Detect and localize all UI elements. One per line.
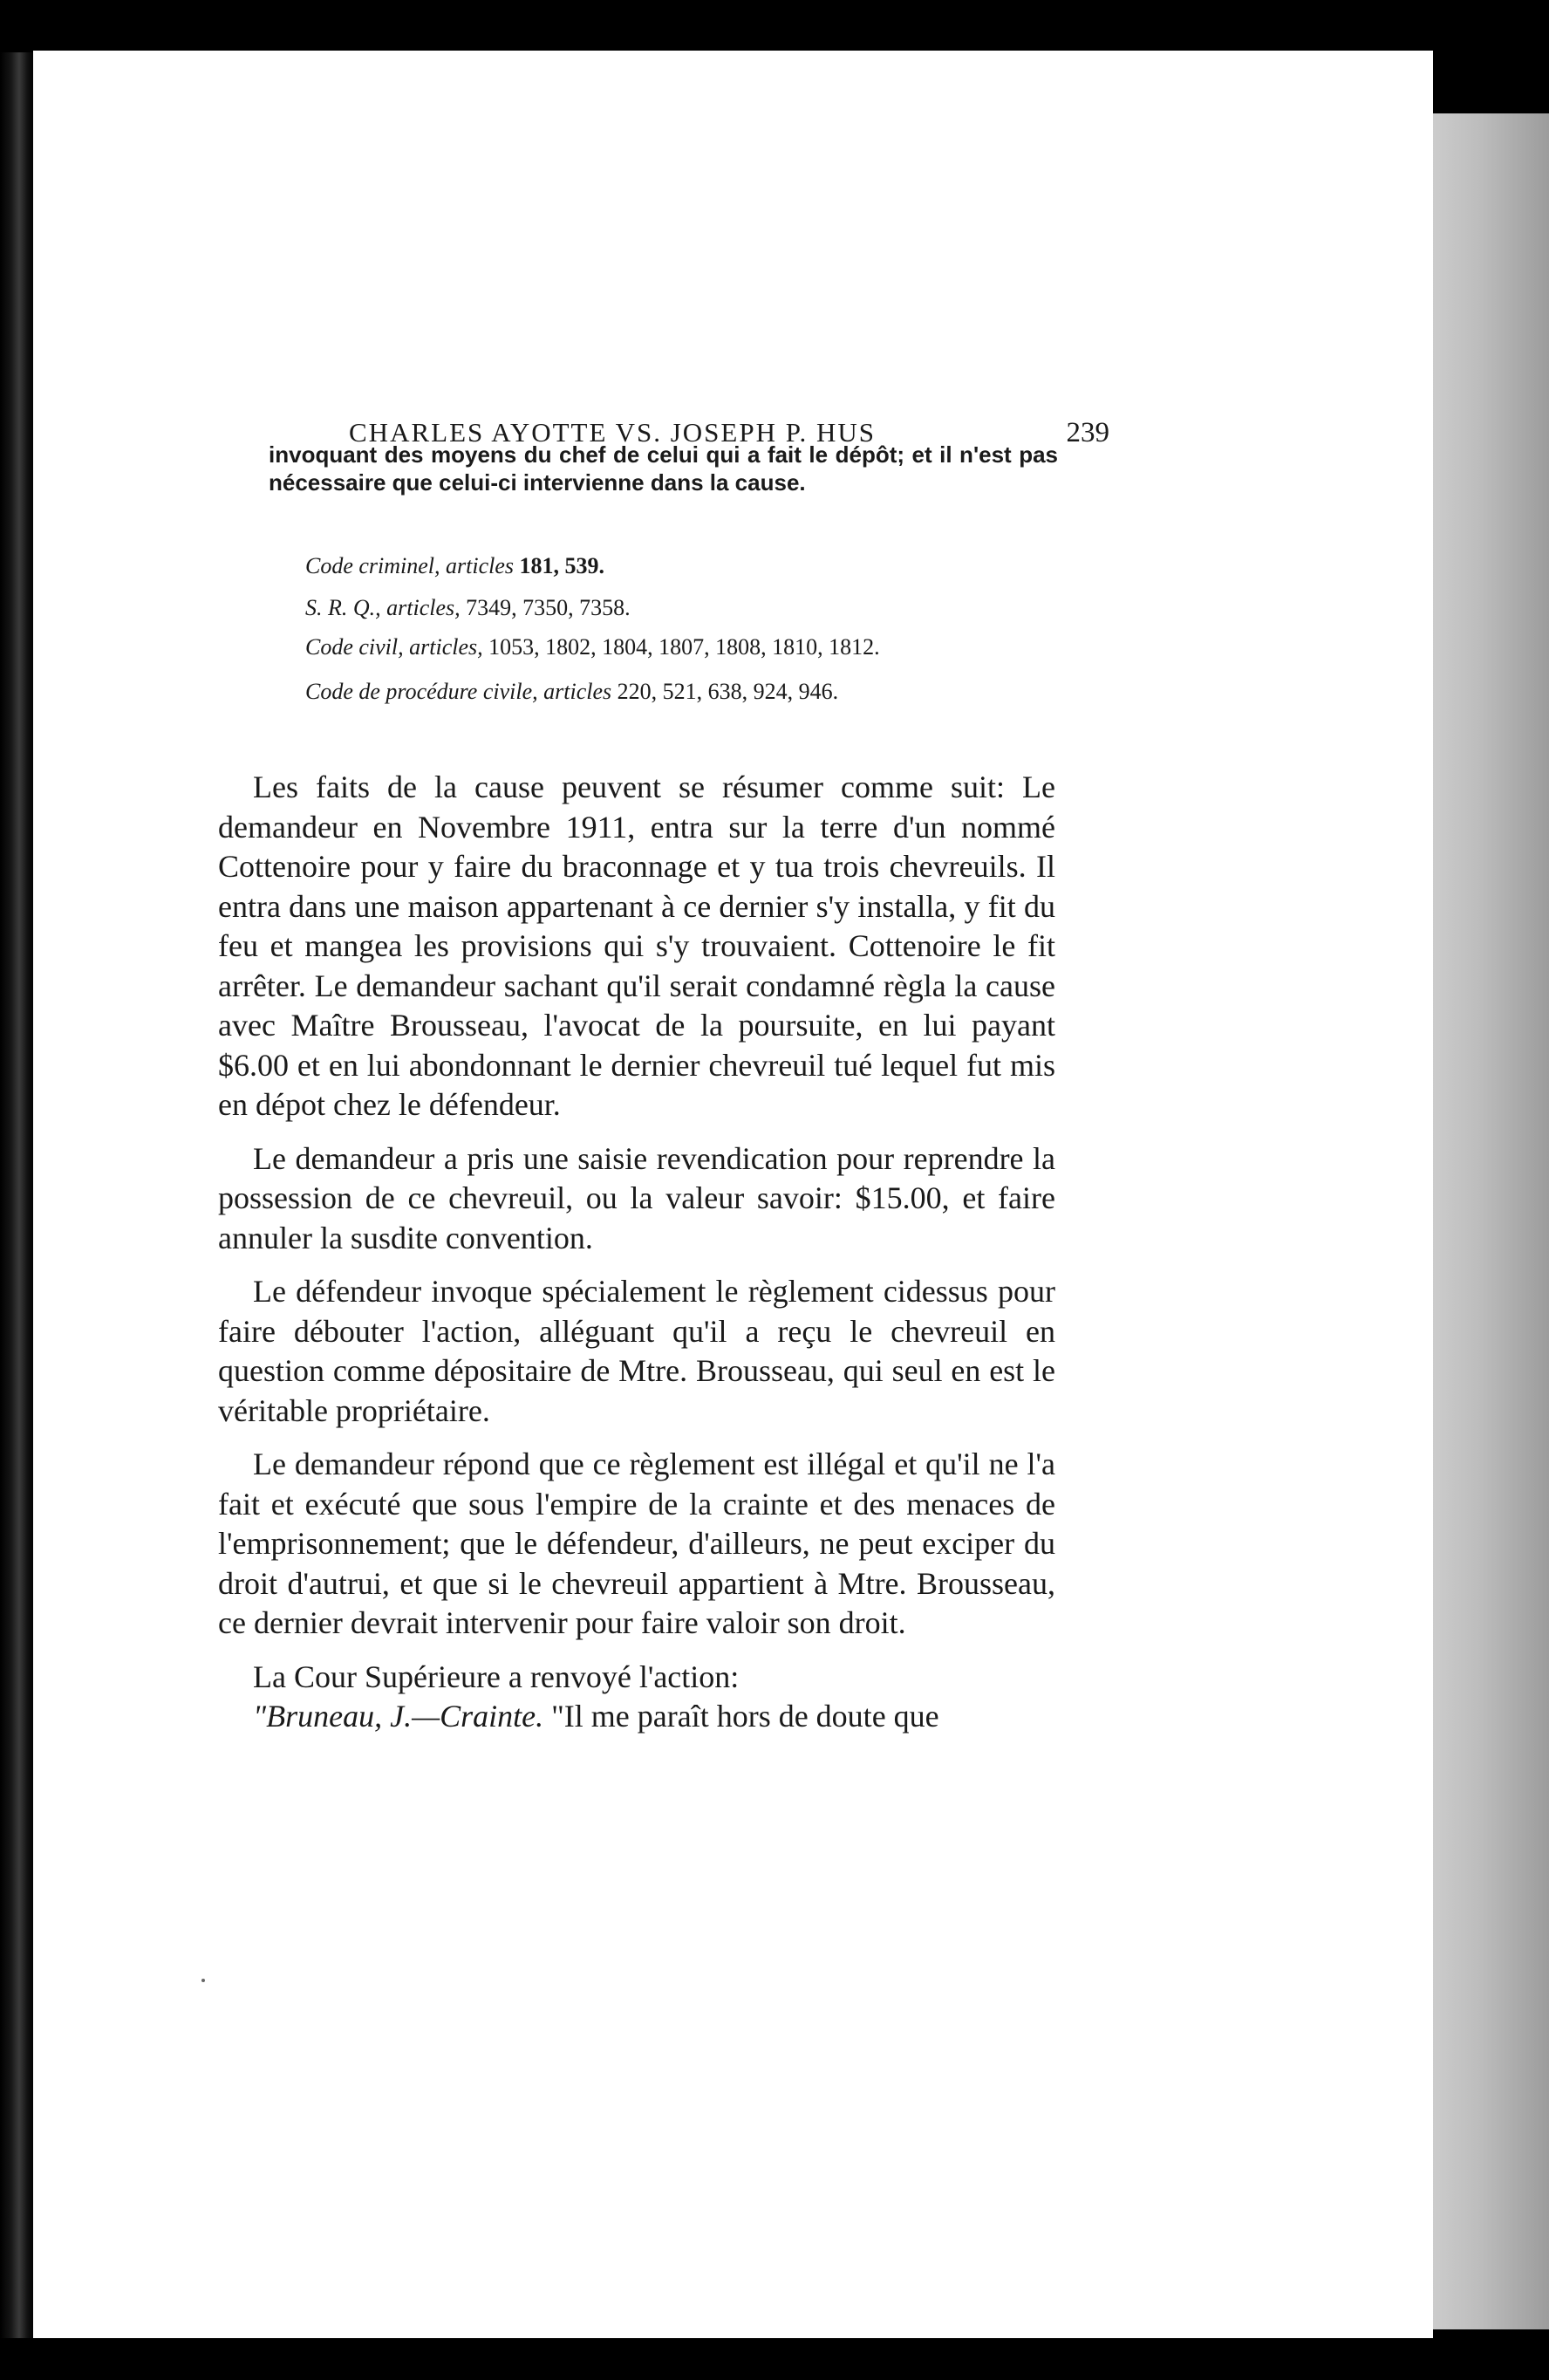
scan-speck	[201, 1979, 205, 1982]
paragraph-defendeur: Le défendeur invoque spécialement le règlement cidessus pour faire débouter l'action, alléguant qu'il a reçu le chevreuil en question comme dépositaire de Mtre. Brousseau, qui seul en est le véritable propriétaire.	[218, 1274, 1055, 1428]
paragraph-facts: Les faits de la cause peuvent se résumer comme suit: Le demandeur en Novembre 1911, entra sur la terre d'un nommé Cottenoire pour y faire du braconnage et y tua trois chevreuils. Il entra dans une maison appartenant à ce dernier s'y installa, y fit du feu et mangea les provisions qui s'y trouvaient. Cottenoire le fit arrêter. Le demandeur sachant qu'il serait condamné règla la cause avec Maître Brousseau, l'avocat de la poursuite, en lui payant $6.00 et en lui abondonnant le dernier chevreuil tué lequel fut mis en dépot chez le défendeur.	[218, 769, 1055, 1122]
citation-code-criminel: Code criminel, articles 181, 539.	[305, 553, 605, 578]
paragraph-demandeur-repond: Le demandeur répond que ce règlement est illégal et qu'il ne l'a fait et exécuté que sous l'empire de la crainte et des menaces de l'emprisonnement; que le défendeur, d'ailleurs, ne peut exciper du droit d'autrui, et que si le chevreuil appartient à Mtre. Brousseau, ce dernier devrait intervenir pour faire valoir son droit.	[218, 1446, 1055, 1640]
paragraph-cour-superieure: La Cour Supérieure a renvoyé l'action:	[253, 1658, 740, 1694]
judgment-text: "Il me paraît hors de doute que	[551, 1699, 939, 1734]
paragraph-judgment-start	[218, 1697, 1055, 1737]
scan-right-page-edge	[1422, 113, 1549, 2329]
judge-citation: "Bruneau, J.—Crainte.	[253, 1699, 544, 1734]
citation-srq: S. R. Q., articles, 7349, 7350, 7358.	[305, 595, 631, 620]
scan-left-margin	[0, 52, 35, 2338]
paragraph-saisie: Le demandeur a pris une saisie revendication pour reprendre la possession de ce chevreuil, ou la valeur savoir: $15.00, et faire annuler la susdite convention.	[218, 1140, 1055, 1255]
body-text	[218, 768, 1055, 1737]
citations	[269, 545, 1058, 713]
citation-code-procedure-civile: Code de procédure civile, articles 220, 521, 638, 924, 946.	[305, 679, 839, 704]
citation-code-civil: Code civil, articles, 1053, 1802, 1804, 1807, 1808, 1810, 1812.	[305, 634, 880, 660]
running-head-title: CHARLES AYOTTE VS. JOSEPH P. HUS	[349, 417, 877, 448]
headnote: invoquant des moyens du chef de celui qui a fait le dépôt; et il n'est pas nécessaire que celui-ci intervienne dans la cause.	[269, 441, 1058, 496]
page-number: 239	[1066, 417, 1109, 448]
